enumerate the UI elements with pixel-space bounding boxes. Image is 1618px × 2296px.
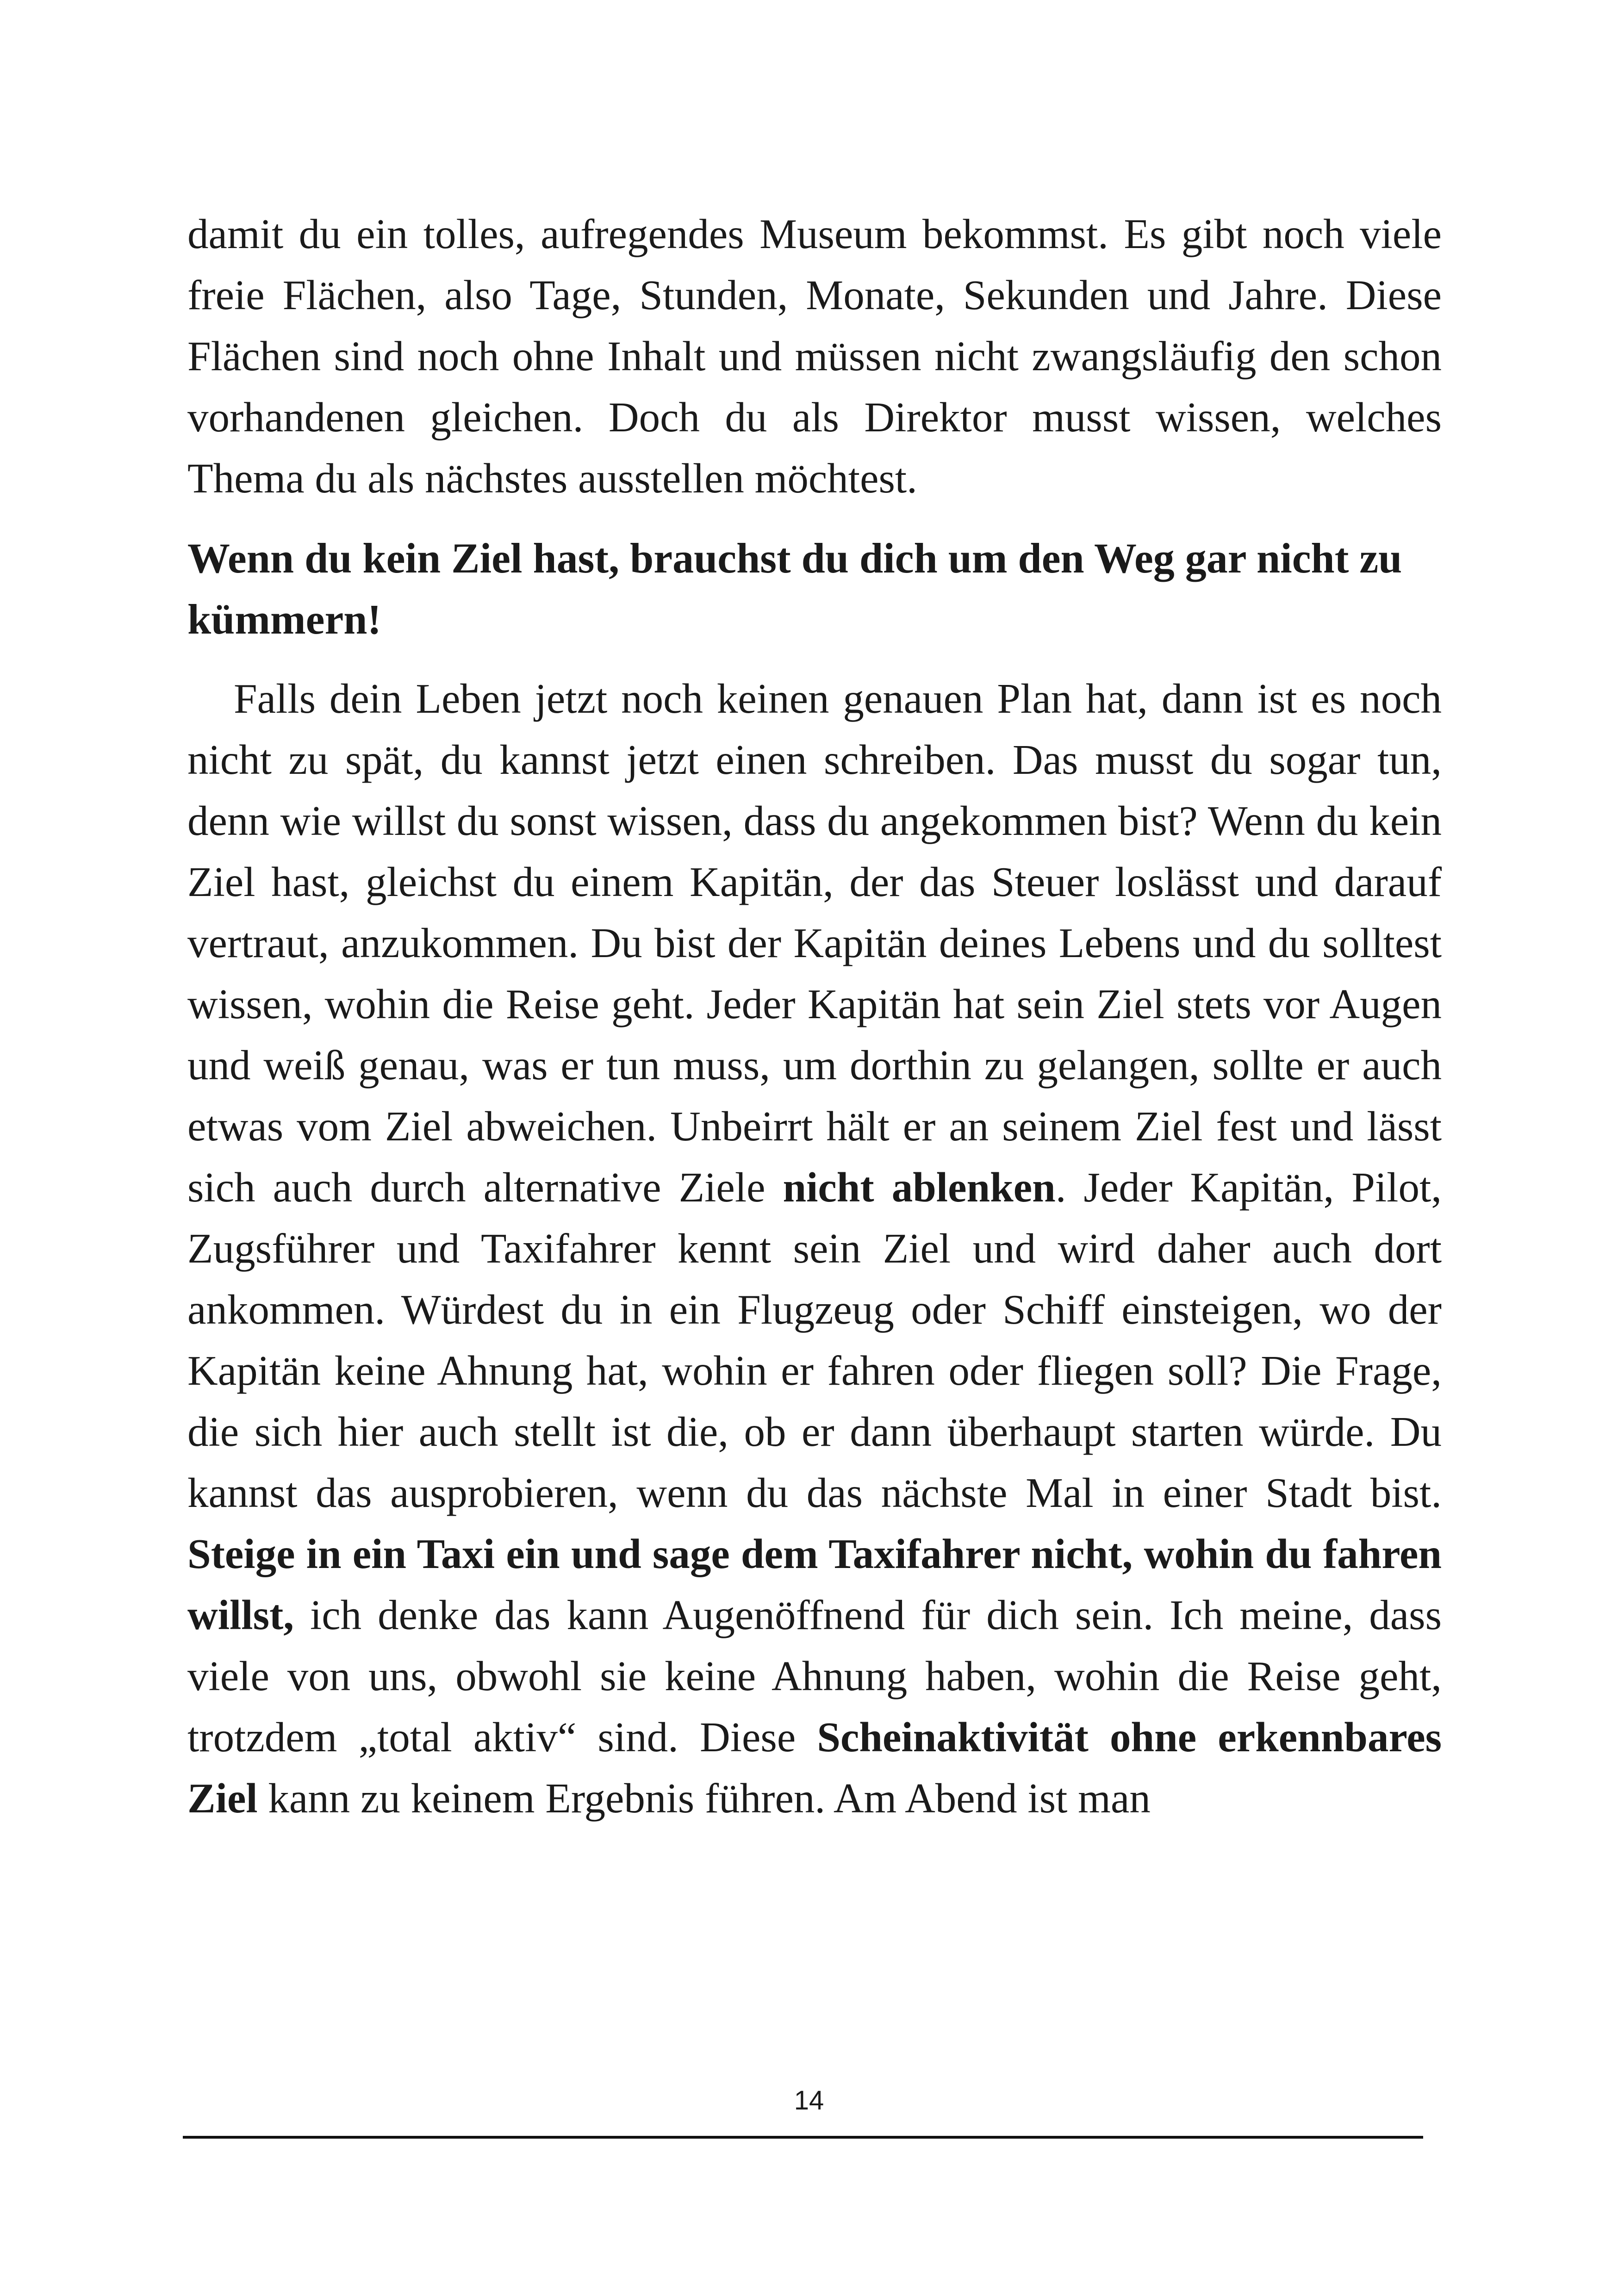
bold-phrase-taxi: Steige in ein Taxi ein und sage dem Taxifahrer nicht, wohin du fahren willst, (187, 1531, 1442, 1638)
page-body (187, 204, 1442, 1829)
footer-divider (183, 2136, 1423, 2139)
paragraph-main (187, 668, 1442, 1829)
section-heading: Wenn du kein Ziel hast, brauchst du dich um den Weg gar nicht zu kümmern! (187, 535, 1402, 643)
bold-phrase-nicht-ablenken: nicht ablenken (783, 1164, 1056, 1211)
page-number: 14 (794, 2085, 824, 2116)
text-run: . Jeder Kapitän, Pilot, Zugsführer und Taxifahrer kennt sein Ziel und wird daher auch dort ankommen. Würdest du in ein Flugzeug oder Schiff einsteigen, wo der Kapitän keine Ahnung hat, wohin er fahren oder fliegen soll? Die Frage, die sich hier auch stellt ist die, ob er dann überhaupt starten würde. Du kannst das ausprobieren, wenn du das nächste Mal in einer Stadt bist. (187, 1164, 1442, 1516)
bold-phrase-scheinaktivitaet: Scheinaktivität ohne erkennbares Ziel (187, 1714, 1442, 1822)
paragraph-continued: damit du ein tolles, aufregendes Museum bekommst. Es gibt noch viele freie Flächen, also Tage, Stunden, Monate, Sekunden und Jahre. Diese Flächen sind noch ohne Inhalt und müssen nicht zwangsläufig den schon vorhandenen gleichen. Doch du als Direktor musst wissen, welches Thema du als nächstes ausstellen möchtest. (187, 211, 1442, 502)
text-run: Falls dein Leben jetzt noch keinen genauen Plan hat, dann ist es noch nicht zu spät, du kannst jetzt einen schreiben. Das musst du sogar tun, denn wie willst du sonst wissen, dass du angekommen bist? Wenn du kein Ziel hast, gleichst du einem Kapitän, der das Steuer loslässt und darauf vertraut, anzukommen. Du bist der Kapitän deines Lebens und du solltest wissen, wohin die Reise geht. Jeder Kapitän hat sein Ziel stets vor Augen und weiß genau, was er tun muss, um dorthin zu gelangen, sollte er auch etwas vom Ziel abweichen. Unbeirrt hält er an seinem Ziel fest und lässt sich auch durch alternative Ziele (187, 675, 1442, 1211)
text-run: kann zu keinem Ergebnis führen. Am Abend ist man (257, 1775, 1151, 1822)
text-run: ich denke das kann Augenöffnend für dich sein. Ich meine, dass viele von uns, obwohl sie keine Ahnung haben, wohin die Reise geht, trotzdem „total aktiv“ sind. Diese (187, 1592, 1442, 1761)
